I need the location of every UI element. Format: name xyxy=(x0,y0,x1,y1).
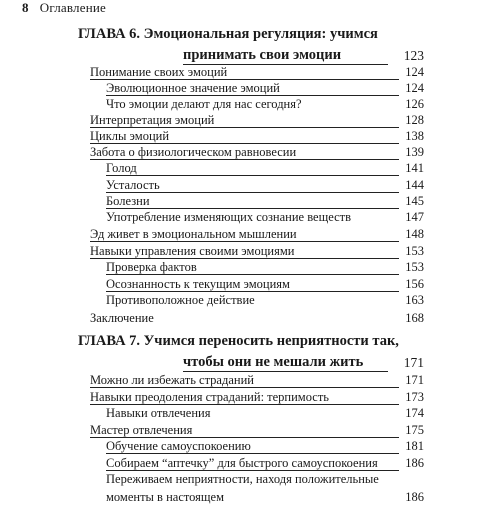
toc-entry-title: Навыки отвлечения xyxy=(106,406,211,420)
toc-subentry xyxy=(106,258,424,276)
toc-entry-title: Можно ли избежать страданий xyxy=(90,373,254,387)
toc-page-number: 147 xyxy=(405,210,424,224)
toc-subentry xyxy=(106,404,424,422)
toc-entry-title: Эволюционное значение эмоций xyxy=(106,81,280,95)
toc-page-number: 171 xyxy=(405,373,424,387)
toc-page-number: 163 xyxy=(405,293,424,307)
toc-entry-title: Заключение xyxy=(90,311,154,325)
toc-page-number: 181 xyxy=(405,439,424,453)
toc-page-number: 148 xyxy=(405,227,424,241)
toc-page-number: 145 xyxy=(405,194,424,208)
chapter-page-number: 123 xyxy=(403,48,424,63)
chapter-title-line: чтобы они не мешали жить xyxy=(183,354,364,370)
toc-entry-title: Понимание своих эмоций xyxy=(90,65,228,79)
toc-subentry xyxy=(106,437,424,455)
toc-subentry xyxy=(106,159,424,177)
toc-entry xyxy=(90,225,424,243)
toc-page-number: 175 xyxy=(405,423,424,437)
toc-subentry xyxy=(106,470,424,506)
toc-page-number: 173 xyxy=(405,390,424,404)
toc-entry-title: Употребление изменяющих сознание веществ xyxy=(106,210,352,224)
toc-entry-title: Противоположное действие xyxy=(106,293,255,307)
toc-entry-title: Проверка фактов xyxy=(106,260,197,274)
toc-entry-title: Собираем “аптечку” для быстрого самоуспокоения xyxy=(106,456,378,470)
chapter-title-line: принимать свои эмоции xyxy=(183,47,342,63)
chapter-page-number: 171 xyxy=(403,355,424,370)
toc-entry-title: Осознанность к текущим эмоциям xyxy=(106,277,290,291)
toc-entry-title-line: моменты в настоящем xyxy=(106,490,225,504)
toc-entry-title: Что эмоции делают для нас сегодня? xyxy=(106,97,302,111)
toc-entry-title: Обучение самоуспокоению xyxy=(106,439,251,453)
toc-page-number: 139 xyxy=(405,145,424,159)
toc-page-number: 126 xyxy=(405,97,424,111)
toc-entry-title-line: Переживаем неприятности, находя положительные xyxy=(106,472,379,486)
toc-entry-title: Навыки преодоления страданий: терпимость xyxy=(90,390,329,404)
toc-entry-title: Голод xyxy=(106,161,137,175)
toc-page-number: 156 xyxy=(405,277,424,291)
toc-entry-title: Интерпретация эмоций xyxy=(90,113,215,127)
toc-page-number: 153 xyxy=(405,244,424,258)
toc-entry-title: Болезни xyxy=(106,194,150,208)
toc-page-number: 128 xyxy=(405,113,424,127)
toc-entry-title: Эд живет в эмоциональном мышлении xyxy=(90,227,297,241)
toc-subentry xyxy=(106,291,424,309)
toc-page-number: 124 xyxy=(405,65,424,79)
toc-entry-title xyxy=(106,470,379,506)
chapter-heading xyxy=(78,24,424,66)
toc-entry xyxy=(90,309,424,327)
running-header xyxy=(22,0,106,16)
toc-page-number: 138 xyxy=(405,129,424,143)
toc-page-number: 168 xyxy=(405,311,424,325)
toc-page-number: 124 xyxy=(405,81,424,95)
toc-page-number: 153 xyxy=(405,260,424,274)
toc-subentry xyxy=(106,208,424,226)
chapter-heading xyxy=(78,331,424,373)
toc-entry-title: Забота о физиологическом равновесии xyxy=(90,145,297,159)
toc-entry-title: Мастер отвлечения xyxy=(90,423,193,437)
toc-entry-title: Усталость xyxy=(106,178,160,192)
running-title: Оглавление xyxy=(39,0,106,15)
toc-page-number: 144 xyxy=(405,178,424,192)
toc-entry-title: Циклы эмоций xyxy=(90,129,170,143)
toc-entry xyxy=(90,371,424,389)
toc-entry-title: Навыки управления своими эмоциями xyxy=(90,244,295,258)
toc-page-number: 141 xyxy=(405,161,424,175)
toc-page-number: 174 xyxy=(405,406,424,420)
page-number: 8 xyxy=(22,0,29,15)
chapter-title-line: ГЛАВА 7. Учимся переносить неприятности так, xyxy=(78,333,399,349)
toc-page-number: 186 xyxy=(405,490,424,504)
toc-page-number: 186 xyxy=(405,456,424,470)
chapter-title-line: ГЛАВА 6. Эмоциональная регуляция: учимся xyxy=(78,26,378,42)
